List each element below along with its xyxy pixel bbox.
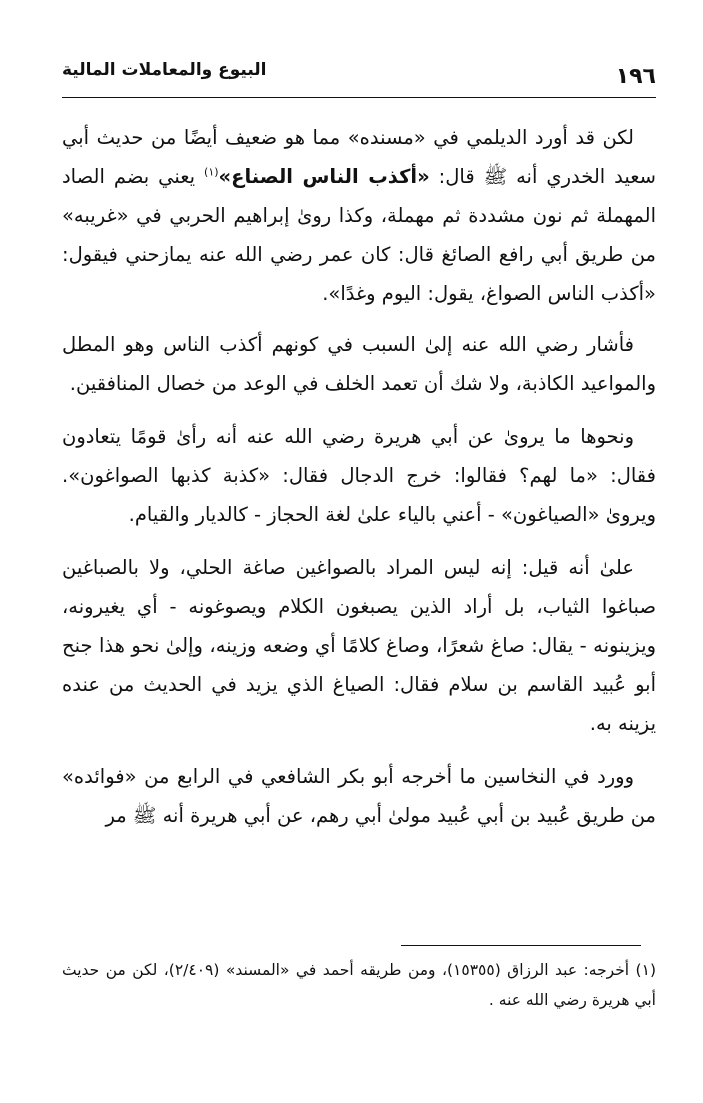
running-title: البيوع والمعاملات المالية [62, 60, 267, 80]
page-number: ١٩٦ [615, 64, 656, 89]
paragraph-text: وورد في النخاسين ما أخرجه أبو بكر الشافعي في الرابع من «فوائده» من طريق عُبيد بن أبي عُبيد مولىٰ أبي رهم، عن أبي هريرة أنه ﷺ مر [62, 765, 656, 827]
paragraph-text: فأشار رضي الله عنه إلىٰ السبب في كونهم أكذب الناس وهو المطل والمواعيد الكاذبة، ولا شك أن تعمد الخلف في الوعد من خصال المنافقين. [62, 333, 656, 395]
footnote-1: (١) أخرجه: عبد الرزاق (١٥٣٥٥)، ومن طريقه أحمد في «المسند» (٢/٤٠٩)، لكن من حديث أبي هريرة رضي الله عنه . [62, 961, 656, 1009]
paragraph-5 [62, 757, 656, 835]
footnote-divider [401, 945, 641, 946]
paragraph-text: ونحوها ما يروىٰ عن أبي هريرة رضي الله عنه أنه رأىٰ قومًا يتعادون فقال: «ما لهم؟ فقالوا: خرج الدجال فقال: «كذبة كذبها الصواغون». ويروىٰ «الصياغون» - أعني بالياء علىٰ لغة الحجاز - كالديار والقيام. [62, 425, 656, 526]
paragraph-text: علىٰ أنه قيل: إنه ليس المراد بالصواغين صاغة الحلي، ولا بالصباغين صباغوا الثياب، بل أراد الذين يصبغون الكلام ويصوغونه - أي يغيرونه، ويزينونه - يقال: صاغ شعرًا، وصاغ كلامًا أي وضعه وزينه، وإلىٰ نحو هذا جنح أبو عُبيد القاسم بن سلام فقال: الصياغ الذي يزيد في الحديث من عنده يزينه به. [62, 556, 656, 735]
page-header [62, 56, 656, 96]
quoted-hadith: «أكذب الناس الصناع» [218, 165, 430, 188]
paragraph-2 [62, 325, 656, 403]
paragraph-text: يعني بضم الصاد المهملة ثم نون مشددة ثم مهملة، وكذا روىٰ إبراهيم الحربي في «غريبه» من طريق أبي رافع الصائغ قال: كان عمر رضي الله عنه يمازحني فيقول: «أكذب الناس الصواغ، يقول: اليوم وغدًا». [62, 165, 656, 305]
paragraph-1 [62, 118, 656, 313]
paragraph-3 [62, 417, 656, 534]
paragraph-text: لكن قد أورد الديلمي في «مسنده» مما هو ضعيف أيضًا من حديث أبي سعيد الخدري أنه ﷺ قال: [62, 126, 656, 188]
footnote-marker: (١) [204, 165, 219, 179]
main-text [62, 118, 656, 849]
paragraph-4 [62, 548, 656, 743]
header-divider [62, 97, 656, 98]
footnotes [62, 955, 656, 1015]
